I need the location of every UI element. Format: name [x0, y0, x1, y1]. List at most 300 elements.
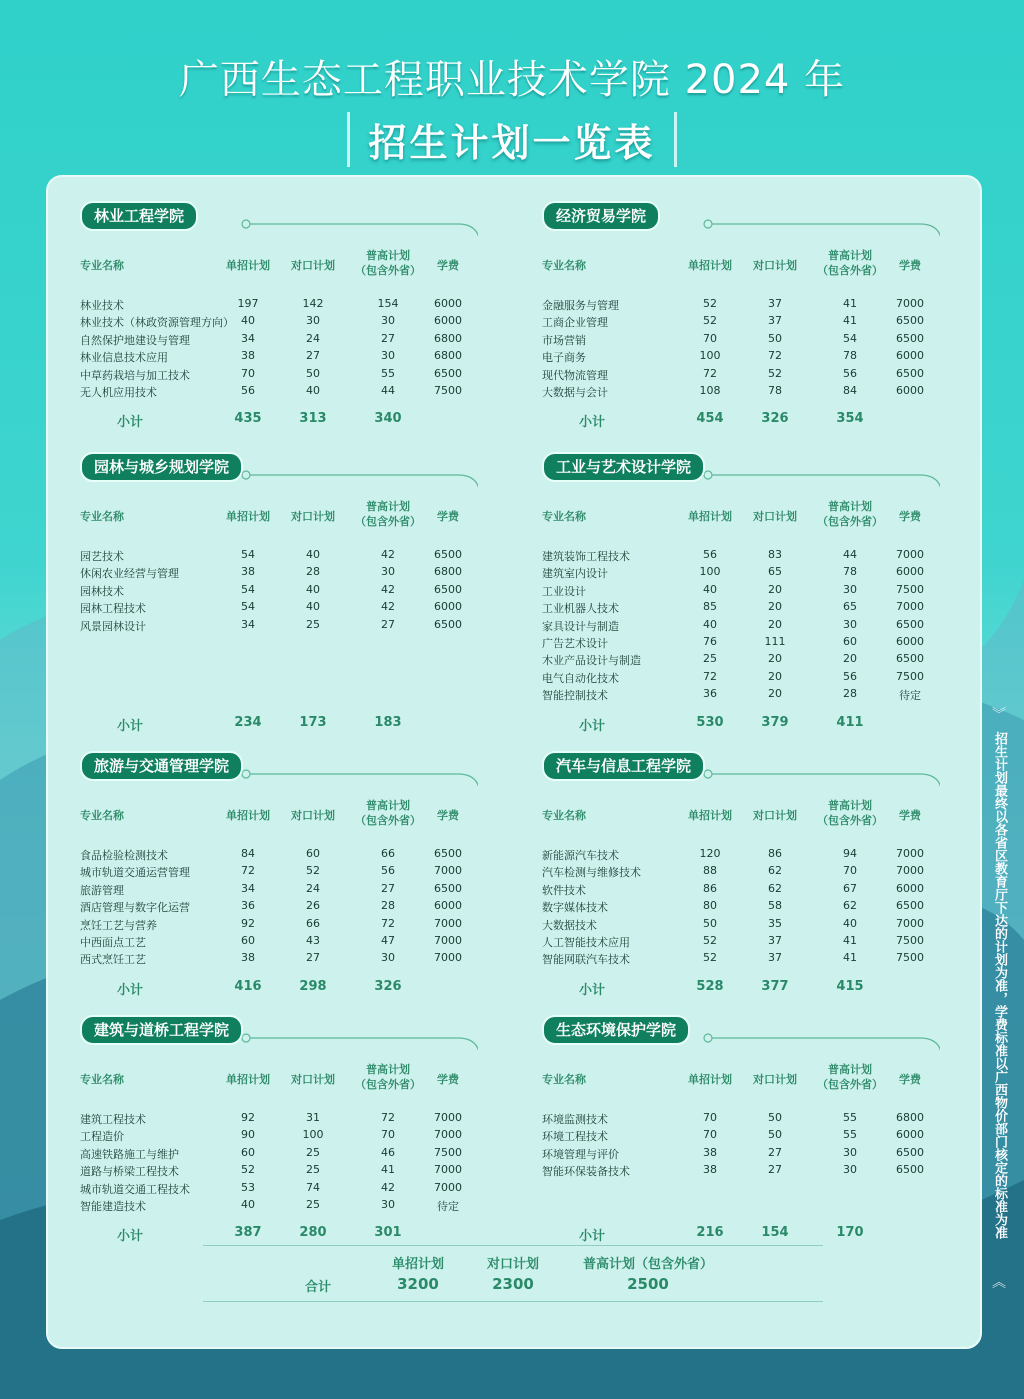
cell-counter: 20 [768, 669, 782, 683]
cell-counter: 27 [768, 1163, 782, 1177]
cell-single: 38 [241, 951, 255, 965]
table-row [48, 583, 478, 600]
column-header-counter: 对口计划 [753, 259, 797, 272]
cell-single: 40 [241, 314, 255, 328]
subtotal-counter: 377 [761, 978, 789, 994]
cell-counter: 142 [302, 297, 324, 310]
section-3 [510, 452, 940, 745]
cell-single: 86 [703, 881, 717, 895]
cell-fee: 6800 [896, 1111, 924, 1124]
cell-general: 30 [381, 565, 395, 579]
cell-fee: 6500 [896, 617, 924, 631]
cell-general: 42 [381, 600, 395, 614]
cell-name: 新能源汽车技术 [542, 849, 619, 862]
cell-fee: 7000 [434, 864, 462, 878]
cell-fee: 6000 [896, 1128, 924, 1142]
column-header-fee: 学费 [899, 259, 921, 272]
cell-single: 70 [703, 1111, 717, 1124]
cell-fee: 6500 [434, 881, 462, 895]
column-header-name: 专业名称 [80, 510, 124, 523]
table-row [510, 951, 940, 968]
cell-counter: 37 [768, 951, 782, 965]
cell-counter: 37 [768, 314, 782, 328]
subtotal-counter: 280 [299, 1225, 327, 1241]
section-title: 生态环境保护学院 [542, 1015, 690, 1045]
column-header-single: 单招计划 [226, 259, 270, 272]
cell-counter: 37 [768, 934, 782, 947]
cell-name: 工业设计 [542, 584, 586, 598]
cell-fee: 6000 [434, 899, 462, 913]
cell-counter: 65 [768, 565, 782, 579]
subtotal-single: 234 [234, 714, 262, 730]
cell-single: 38 [241, 565, 255, 579]
cell-general: 70 [381, 1128, 395, 1142]
table-row [48, 899, 478, 916]
cell-counter: 27 [306, 951, 320, 965]
column-header-general: 普高计划 （包含外省） [355, 500, 421, 528]
cell-name: 高速铁路施工与维护 [80, 1147, 179, 1161]
subtotal-single: 530 [696, 714, 724, 730]
table-row [48, 1111, 478, 1128]
cell-general: 41 [843, 951, 857, 965]
cell-general: 27 [381, 881, 395, 895]
cell-name: 城市轨道交通运营管理 [80, 866, 190, 880]
cell-fee: 7000 [434, 1128, 462, 1142]
cell-single: 34 [241, 881, 255, 895]
table-row [510, 670, 940, 687]
cell-single: 70 [703, 1128, 717, 1142]
cell-single: 34 [241, 617, 255, 631]
cell-single: 40 [703, 617, 717, 631]
cell-single: 84 [241, 847, 255, 860]
cell-counter: 52 [306, 864, 320, 878]
page-title: 广西生态工程职业技术学院 2024 年 [178, 57, 846, 103]
column-header-counter: 对口计划 [291, 1073, 335, 1086]
cell-general: 30 [381, 951, 395, 965]
cell-general: 40 [843, 916, 857, 930]
table-row [510, 1163, 940, 1180]
cell-general: 94 [843, 847, 857, 860]
cell-general: 154 [377, 297, 399, 310]
cell-general: 84 [843, 384, 857, 397]
cell-counter: 26 [306, 899, 320, 913]
cell-single: 52 [241, 1163, 255, 1177]
cell-name: 环境工程技术 [542, 1130, 608, 1144]
cell-general: 28 [381, 899, 395, 913]
column-header-fee: 学费 [437, 1073, 459, 1086]
section-subtotal [510, 979, 940, 997]
section-subtotal [48, 979, 478, 997]
cell-name: 市场营销 [542, 333, 586, 347]
column-header-general: 普高计划 （包含外省） [817, 249, 883, 277]
table-row [48, 618, 478, 635]
table-row [48, 882, 478, 899]
column-header-single: 单招计划 [226, 1073, 270, 1086]
section-subtotal [510, 411, 940, 429]
cell-fee: 7000 [896, 297, 924, 310]
cell-single: 76 [703, 635, 717, 648]
cell-single: 40 [703, 582, 717, 596]
table-row [48, 314, 478, 331]
total-single-label: 单招计划 [391, 1257, 444, 1272]
total-general-value: 2500 [627, 1275, 669, 1293]
column-header-general: 普高计划 （包含外省） [817, 1063, 883, 1091]
total-counter-label: 对口计划 [486, 1257, 539, 1272]
section-7 [510, 1015, 940, 1255]
table-row [48, 1163, 478, 1180]
subtotal-general: 326 [374, 978, 402, 994]
cell-name: 园林技术 [80, 584, 124, 598]
table-row [510, 314, 940, 331]
cell-single: 72 [703, 366, 717, 380]
cell-single: 50 [703, 916, 717, 930]
cell-counter: 50 [306, 366, 320, 380]
cell-general: 56 [381, 864, 395, 878]
cell-general: 42 [381, 582, 395, 596]
cell-counter: 40 [306, 384, 320, 397]
cell-fee: 6500 [896, 1145, 924, 1159]
column-header-fee: 学费 [899, 510, 921, 523]
cell-name: 软件技术 [542, 883, 586, 897]
subtotal-counter: 154 [761, 1225, 789, 1241]
cell-general: 67 [843, 881, 857, 895]
subtotal-single: 528 [696, 978, 724, 994]
cell-counter: 62 [768, 881, 782, 895]
table-row [510, 548, 940, 565]
cell-counter: 25 [306, 1163, 320, 1177]
cell-general: 30 [381, 349, 395, 363]
cell-fee: 6500 [434, 366, 462, 380]
section-6 [48, 1015, 478, 1255]
subtotal-general: 183 [374, 714, 402, 730]
cell-counter: 24 [306, 881, 320, 895]
table-row [48, 864, 478, 881]
cell-single: 60 [241, 1145, 255, 1159]
cell-general: 30 [843, 582, 857, 596]
cell-counter: 27 [768, 1145, 782, 1159]
cell-fee: 7500 [896, 669, 924, 683]
cell-single: 72 [703, 669, 717, 683]
cell-counter: 28 [306, 565, 320, 579]
table-row [48, 297, 478, 314]
table-row [510, 635, 940, 652]
table-row [510, 847, 940, 864]
column-header-fee: 学费 [437, 809, 459, 822]
cell-counter: 86 [768, 847, 782, 860]
cell-fee: 7000 [896, 864, 924, 878]
cell-single: 25 [703, 652, 717, 666]
table-row [510, 618, 940, 635]
chevron-down-icon: ︾ [992, 707, 1006, 723]
cell-fee: 7000 [896, 600, 924, 614]
table-row [48, 600, 478, 617]
cell-name: 广告艺术设计 [542, 637, 608, 650]
cell-general: 41 [843, 297, 857, 310]
cell-single: 92 [241, 1111, 255, 1124]
column-header-general: 普高计划 （包含外省） [355, 249, 421, 277]
cell-single: 80 [703, 899, 717, 913]
cell-name: 智能环保装备技术 [542, 1165, 630, 1179]
column-header-single: 单招计划 [688, 510, 732, 523]
cell-name: 园艺技术 [80, 550, 124, 563]
cell-counter: 40 [306, 600, 320, 614]
table-row [510, 332, 940, 349]
cell-counter: 40 [306, 582, 320, 596]
column-header-name: 专业名称 [80, 259, 124, 272]
cell-fee: 6500 [896, 1163, 924, 1177]
cell-name: 工商企业管理 [542, 316, 608, 330]
subtotal-counter: 173 [299, 714, 327, 730]
subtotal-general: 301 [374, 1225, 402, 1241]
subtotal-counter: 326 [761, 411, 789, 427]
column-header-fee: 学费 [899, 809, 921, 822]
cell-fee: 6500 [434, 548, 462, 561]
column-header-counter: 对口计划 [291, 259, 335, 272]
table-row [48, 934, 478, 951]
cell-general: 56 [843, 669, 857, 683]
table-row [48, 384, 478, 401]
cell-name: 林业技术（林政资源管理方向） [80, 316, 234, 330]
cell-fee: 6000 [434, 297, 462, 310]
table-row [510, 583, 940, 600]
section-subtotal [48, 411, 478, 429]
cell-fee: 6500 [896, 366, 924, 380]
subtotal-single: 435 [234, 411, 262, 427]
cell-name: 智能网联汽车技术 [542, 953, 630, 967]
column-header-name: 专业名称 [542, 809, 586, 822]
cell-fee: 7500 [896, 582, 924, 596]
column-header-general: 普高计划 （包含外省） [355, 1063, 421, 1091]
table-row [510, 349, 940, 366]
cell-counter: 83 [768, 548, 782, 561]
cell-fee: 7000 [896, 548, 924, 561]
cell-general: 44 [381, 384, 395, 397]
column-header-counter: 对口计划 [291, 809, 335, 822]
section-5 [510, 751, 940, 1009]
cell-name: 人工智能技术应用 [542, 936, 630, 949]
table-row [510, 882, 940, 899]
column-header-single: 单招计划 [226, 510, 270, 523]
column-header-fee: 学费 [899, 1073, 921, 1086]
cell-name: 园林工程技术 [80, 602, 146, 616]
column-header-name: 专业名称 [542, 259, 586, 272]
cell-single: 40 [241, 1198, 255, 1211]
cell-single: 70 [703, 331, 717, 345]
table-row [510, 864, 940, 881]
section-subtotal [48, 715, 478, 733]
cell-fee: 待定 [437, 1200, 459, 1213]
subtotal-counter: 298 [299, 978, 327, 994]
cell-general: 46 [381, 1145, 395, 1159]
subtotal-single: 416 [234, 978, 262, 994]
cell-single: 197 [237, 297, 259, 310]
cell-single: 88 [703, 864, 717, 878]
cell-single: 72 [241, 864, 255, 878]
chevron-up-icon: ︽ [992, 1275, 1006, 1291]
cell-single: 120 [699, 847, 721, 860]
cell-name: 旅游管理 [80, 883, 124, 897]
cell-general: 55 [381, 366, 395, 380]
table-row [510, 1146, 940, 1163]
cell-general: 42 [381, 548, 395, 561]
cell-general: 30 [843, 617, 857, 631]
cell-single: 85 [703, 600, 717, 614]
column-header-single: 单招计划 [226, 809, 270, 822]
column-header-name: 专业名称 [542, 510, 586, 523]
section-title: 园林与城乡规划学院 [80, 452, 243, 482]
total-label: 合计 [304, 1280, 331, 1295]
column-header-single: 单招计划 [688, 809, 732, 822]
cell-counter: 31 [306, 1111, 320, 1124]
cell-name: 现代物流管理 [542, 368, 608, 382]
subtotal-label: 小计 [116, 415, 143, 431]
cell-general: 30 [843, 1145, 857, 1159]
cell-name: 电气自动化技术 [542, 671, 619, 685]
subtotal-label: 小计 [578, 415, 605, 431]
cell-general: 62 [843, 899, 857, 913]
column-header-counter: 对口计划 [753, 510, 797, 523]
cell-fee: 7000 [896, 847, 924, 860]
table-row [510, 687, 940, 704]
cell-name: 数字媒体技术 [542, 901, 608, 915]
cell-single: 36 [241, 899, 255, 913]
cell-single: 52 [703, 934, 717, 947]
cell-fee: 6500 [896, 331, 924, 345]
cell-counter: 111 [764, 635, 786, 648]
cell-fee: 6500 [896, 652, 924, 666]
cell-fee: 6000 [434, 314, 462, 328]
cell-name: 食品检验检测技术 [80, 849, 168, 862]
cell-single: 100 [699, 565, 721, 579]
table-row [510, 367, 940, 384]
cell-name: 中西面点工艺 [80, 936, 146, 949]
cell-name: 工程造价 [80, 1130, 124, 1144]
column-header-fee: 学费 [437, 510, 459, 523]
cell-single: 38 [703, 1145, 717, 1159]
cell-fee: 7000 [434, 1180, 462, 1194]
column-header-name: 专业名称 [80, 1073, 124, 1086]
enrollment-plan-panel [46, 175, 982, 1349]
cell-counter: 25 [306, 1198, 320, 1211]
table-row [48, 847, 478, 864]
cell-counter: 20 [768, 687, 782, 701]
column-header-general: 普高计划 （包含外省） [355, 799, 421, 827]
column-header-single: 单招计划 [688, 1073, 732, 1086]
cell-fee: 6500 [434, 617, 462, 631]
subtotal-single: 454 [696, 411, 724, 427]
cell-single: 54 [241, 548, 255, 561]
table-row [510, 652, 940, 669]
cell-counter: 37 [768, 297, 782, 310]
cell-name: 木业产品设计与制造 [542, 654, 641, 668]
cell-general: 20 [843, 652, 857, 666]
section-title: 经济贸易学院 [542, 201, 660, 231]
cell-counter: 25 [306, 1145, 320, 1159]
column-header-general: 普高计划 （包含外省） [817, 500, 883, 528]
cell-counter: 100 [302, 1128, 324, 1142]
cell-fee: 7000 [434, 951, 462, 965]
column-header-single: 单招计划 [688, 259, 732, 272]
page-subtitle: 招生计划一览表 [347, 112, 676, 167]
column-header-counter: 对口计划 [291, 510, 335, 523]
subtotal-single: 387 [234, 1225, 262, 1241]
total-general-label: 普高计划（包含外省） [582, 1257, 713, 1272]
table-row [510, 600, 940, 617]
section-0 [48, 201, 478, 441]
cell-counter: 58 [768, 899, 782, 913]
cell-counter: 20 [768, 582, 782, 596]
table-row [510, 917, 940, 934]
table-row [510, 934, 940, 951]
cell-single: 108 [699, 384, 721, 397]
side-note: 招生计划最终以各省区教育厅下达的计划为准，学费标准以广西物价部门核定的标准为准 [992, 732, 1007, 1239]
cell-counter: 25 [306, 617, 320, 631]
cell-general: 72 [381, 1111, 395, 1124]
cell-fee: 6000 [434, 600, 462, 614]
cell-single: 38 [241, 349, 255, 363]
subtotal-general: 411 [836, 714, 864, 730]
cell-name: 环境管理与评价 [542, 1147, 619, 1161]
cell-general: 78 [843, 565, 857, 579]
cell-fee: 7500 [896, 934, 924, 947]
cell-fee: 6000 [896, 349, 924, 363]
table-row [48, 332, 478, 349]
cell-counter: 35 [768, 916, 782, 930]
cell-name: 工业机器人技术 [542, 602, 619, 616]
cell-fee: 7500 [434, 384, 462, 397]
cell-name: 大数据技术 [542, 918, 597, 932]
cell-fee: 7000 [434, 1163, 462, 1177]
column-header-counter: 对口计划 [753, 1073, 797, 1086]
cell-fee: 7500 [434, 1145, 462, 1159]
cell-name: 酒店管理与数字化运营 [80, 901, 190, 915]
cell-name: 汽车检测与维修技术 [542, 866, 641, 880]
section-2 [48, 452, 478, 745]
column-header-general: 普高计划 （包含外省） [817, 799, 883, 827]
cell-fee: 待定 [899, 689, 921, 703]
total-counter-value: 2300 [492, 1275, 534, 1293]
section-title: 汽车与信息工程学院 [542, 751, 705, 781]
cell-counter: 62 [768, 864, 782, 878]
section-subtotal [48, 1225, 478, 1243]
cell-fee: 6800 [434, 331, 462, 345]
subtotal-counter: 379 [761, 714, 789, 730]
cell-name: 西式烹饪工艺 [80, 953, 146, 967]
cell-fee: 7000 [434, 1111, 462, 1124]
cell-general: 28 [843, 687, 857, 701]
column-header-fee: 学费 [437, 259, 459, 272]
subtotal-label: 小计 [116, 982, 143, 998]
cell-fee: 7000 [434, 934, 462, 947]
cell-general: 78 [843, 349, 857, 363]
table-row [48, 917, 478, 934]
table-row [48, 1181, 478, 1198]
cell-single: 54 [241, 600, 255, 614]
cell-single: 36 [703, 687, 717, 701]
table-row [48, 1146, 478, 1163]
table-row [48, 1198, 478, 1215]
cell-fee: 7500 [896, 951, 924, 965]
table-row [510, 899, 940, 916]
table-row [48, 565, 478, 582]
subtotal-single: 216 [696, 1225, 724, 1241]
cell-general: 41 [381, 1163, 395, 1177]
cell-counter: 30 [306, 314, 320, 328]
cell-counter: 20 [768, 600, 782, 614]
cell-fee: 6500 [896, 899, 924, 913]
cell-single: 56 [703, 548, 717, 561]
cell-counter: 78 [768, 384, 782, 397]
